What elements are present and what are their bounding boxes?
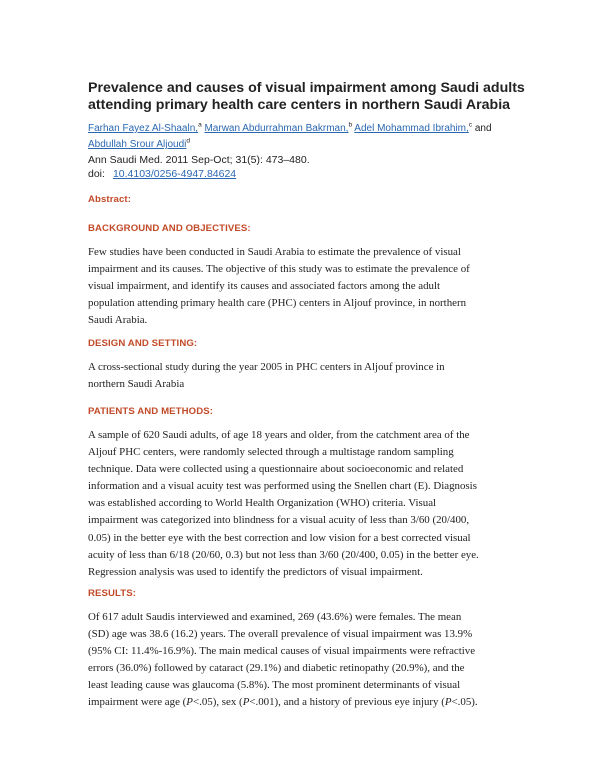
methods-paragraph bbox=[88, 427, 528, 581]
paragraph-line: 0.05) in the better eye with the best correction and low vision for a best corrected visual bbox=[88, 531, 471, 544]
paragraph-line: northern Saudi Arabia bbox=[88, 378, 185, 391]
paragraph-line: Few studies have been conducted in Saudi Arabia to estimate the prevalence of visual bbox=[88, 246, 461, 258]
doi-link[interactable]: 10.4103/0256-4947.84624 bbox=[112, 168, 237, 180]
journal-citation: Ann Saudi Med. 2011 Sep-Oct; 31(5): 473–480. bbox=[88, 154, 310, 166]
methods-heading: PATIENTS AND METHODS: bbox=[88, 406, 214, 417]
paragraph-line: Of 617 adult Saudis interviewed and examined, 269 (43.6%) were females. The mean bbox=[88, 611, 462, 623]
paragraph-line: Saudi Arabia. bbox=[88, 314, 148, 327]
paragraph-line: technique. Data were collected using a questionnaire about socioeconomic and related bbox=[88, 463, 464, 476]
abstract-label: Abstract: bbox=[88, 194, 132, 205]
authors-connector: and bbox=[474, 123, 492, 134]
paragraph-line: impairment was categorized into blindness for a visual acuity of less than 3/60 (20/400, bbox=[88, 514, 470, 527]
paragraph-line: (95% CI: 11.4%-16.9%). The main medical causes of visual impairments were refractive bbox=[88, 645, 476, 658]
doi-label: doi: bbox=[88, 168, 105, 180]
paragraph-line: population attending primary health care (PHC) centers in Aljouf province, in northern bbox=[88, 297, 467, 310]
author-affiliation-4: d bbox=[186, 137, 191, 145]
background-heading: BACKGROUND AND OBJECTIVES: bbox=[88, 223, 251, 234]
author-link-3[interactable]: Adel Mohammad Ibrahim, bbox=[354, 123, 469, 134]
paragraph-line: Aljouf PHC centers, were randomly selected through a multistage random sampling bbox=[88, 446, 454, 459]
author-affiliation-3: c bbox=[468, 121, 473, 129]
background-paragraph bbox=[88, 244, 528, 329]
paragraph-line: (SD) age was 38.6 (16.2) years. The overall prevalence of visual impairment was 13.9% bbox=[88, 628, 473, 641]
author-link-2[interactable]: Marwan Abdurrahman Bakrman, bbox=[204, 123, 349, 134]
paragraph-line: was established according to World Health Organization (WHO) criteria. Visual bbox=[88, 497, 437, 510]
paragraph-line: impairment were age (P<.05), sex (P<.001), and a history of previous eye injury (P<.05). bbox=[88, 696, 478, 709]
author-affiliation-2: b bbox=[348, 121, 353, 129]
paragraph-line: information and a visual acuity test was performed using the Snellen chart (E). Diagnosis bbox=[88, 480, 477, 493]
author-link-1[interactable]: Farhan Fayez Al-Shaaln, bbox=[88, 123, 199, 134]
design-heading: DESIGN AND SETTING: bbox=[88, 338, 198, 349]
paragraph-line: Regression analysis was used to identify the predictors of visual impairment. bbox=[88, 565, 423, 578]
doi-line bbox=[88, 168, 528, 181]
paragraph-line: acuity of less than 6/18 (20/60, 0.3) but not less than 3/60 (20/400, 0.05) in the better eye. bbox=[88, 548, 479, 561]
paragraph-line: least leading cause was glaucoma (5.8%). The most prominent determinants of visual bbox=[88, 679, 461, 692]
design-paragraph bbox=[88, 359, 528, 393]
results-heading: RESULTS: bbox=[88, 588, 137, 599]
paragraph-line: A cross-sectional study during the year 2005 in PHC centers in Aljouf province in bbox=[88, 361, 445, 373]
paragraph-line: errors (36.0%) followed by cataract (29.1%) and diabetic retinopathy (20.9%), and the bbox=[88, 662, 465, 675]
paragraph-line: A sample of 620 Saudi adults, of age 18 years and older, from the catchment area of the bbox=[88, 429, 470, 441]
paragraph-line: impairment and its causes. The objective of this study was to estimate the prevalence of bbox=[88, 263, 470, 276]
article-title: Prevalence and causes of visual impairment among Saudi adults attending primary health care centers in northern Saudi Arabia bbox=[88, 80, 525, 113]
author-link-4[interactable]: Abdullah Srour Aljoudi bbox=[88, 139, 187, 150]
results-paragraph bbox=[88, 609, 528, 712]
author-affiliation-1: a bbox=[198, 121, 202, 129]
paragraph-line: visual impairment, and identify its causes and associated factors among the adult bbox=[88, 280, 441, 293]
author-list bbox=[88, 121, 528, 153]
